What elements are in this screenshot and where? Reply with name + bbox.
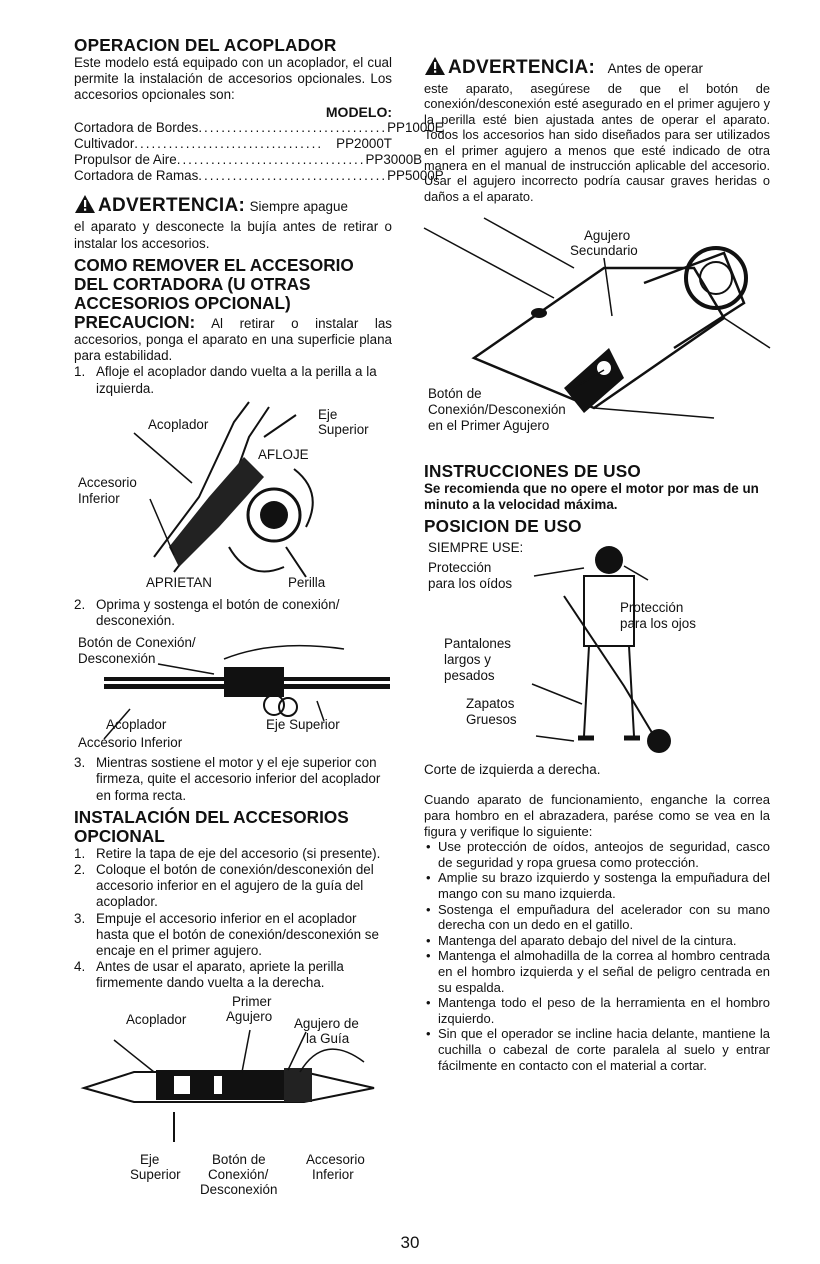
warning-triangle-icon (424, 56, 446, 81)
label-acoplador: Acoplador (106, 717, 167, 733)
label-primer: Primer (232, 993, 272, 1009)
list-item: • Use protección de oídos, anteojos de seguridad, casco de seguridad y ropa gruesa como protección. (424, 839, 770, 870)
label-largos: largos y (444, 652, 491, 668)
warning-block-2 (424, 56, 770, 204)
label-inferior: Inferior (312, 1166, 354, 1182)
coupler-install-figure (74, 992, 392, 1152)
right-column (424, 36, 770, 1073)
cut-direction-text: Corte de izquierda a derecha. (424, 762, 601, 778)
remove-steps-3 (74, 755, 392, 804)
label-boton: Botón de Conexión/ (78, 635, 196, 651)
list-item: • Amplie su brazo izquierdo y sostenga la empuñadura del mango con su mano izquierda. (424, 870, 770, 901)
list-item: • Sostenga el empuñadura del acelerador con su mano derecha con un dedo en el gatillo. (424, 902, 770, 933)
label-ojos: para los ojos (620, 616, 696, 632)
model-row: Propulsor de Aire ................................. PP3000B (74, 152, 423, 168)
label-proteccion: Protección (620, 600, 684, 616)
remove-accessory-heading: COMO REMOVER EL ACCESORIO DEL CORTADORA (U OTRAS ACCESORIOS OPCIONAL) (74, 254, 354, 313)
coupler-release-figure (74, 629, 392, 749)
label-eje: Eje (318, 406, 338, 422)
label-agujero: Agujero (584, 228, 631, 244)
usage-recommendation: Se recomienda que no opere el motor por mas de un minuto a la velocidad máxima. (424, 481, 759, 513)
label-oidos: para los oídos (428, 576, 513, 592)
warning-text: el aparato y desconecte la bujía antes de retirar o instalar los accesorios. (74, 219, 392, 251)
label-acoplador: Acoplador (148, 416, 209, 432)
left-column (74, 35, 444, 1202)
label-pesados: pesados (444, 668, 495, 684)
label-perilla: Perilla (288, 574, 326, 590)
install-steps (74, 846, 392, 992)
label-zapatos: Zapatos (466, 696, 515, 712)
label-accesorio-inferior: Accesorio Inferior (78, 735, 183, 751)
list-item: • Mantenga todo el peso de la herramienta en el hombro izquierdo. (424, 995, 770, 1026)
label-la-guia: la Guía (306, 1030, 350, 1046)
label-afloje: AFLOJE (258, 446, 309, 462)
coupler-intro-text: Este modelo está equipado con un acoplador, el cual permite la instalación de accesorios opcionales. Los accesorios opcionales son: (74, 55, 392, 103)
label-aprietan: APRIETAN (146, 574, 212, 590)
list-item: • Mantenga el almohadilla de la correa al hombro centrada en el hombro izquierda y el señal de peligro centrada en su espalda. (424, 948, 770, 995)
coupler-hole-figure (424, 208, 770, 444)
label-primer-agujero: en el Primer Agujero (428, 418, 550, 434)
label-boton-de: Botón de (428, 386, 482, 402)
label-agujero: Agujero (226, 1008, 273, 1024)
label-conexion-desconexion: Conexión/Desconexión (428, 402, 566, 418)
install-accessory-heading: INSTALACIÓN DEL ACCESORIOS OPCIONAL (74, 806, 349, 846)
warning-triangle-icon (74, 194, 96, 219)
page-number: 30 (400, 1233, 420, 1252)
label-desconexion: Desconexión (78, 651, 156, 667)
warning-tail: Antes de operar (607, 61, 703, 76)
model-list (74, 119, 444, 185)
caution-paragraph (74, 313, 392, 365)
label-superior: Superior (130, 1166, 181, 1182)
remove-steps-1 (74, 364, 392, 396)
label-acoplador: Acoplador (126, 1011, 187, 1027)
label-secundario: Secundario (570, 243, 638, 259)
label-gruesos: Gruesos (466, 712, 517, 728)
usage-intro-text: Cuando aparato de funcionamiento, enganche la correa para hombro en el abrazadera, parése como se vea en la figura y verifique lo siguiente: (424, 792, 770, 839)
warning-label: ADVERTENCIA: (448, 57, 596, 78)
label-desconexion: Desconexión (200, 1181, 278, 1197)
label-inferior: Inferior (78, 490, 120, 506)
model-row: Cultivador ................................. PP2000T (74, 135, 392, 151)
label-boton-de: Botón de (212, 1151, 266, 1167)
label-proteccion: Protección (428, 560, 492, 576)
model-row: Cortadora de Ramas ................................. PP5000P (74, 168, 444, 184)
step-item: 1. Retire la tapa de eje del accesorio (si presente). (74, 845, 381, 861)
step-item: 3. Mientras sostiene el motor y el eje superior con firmeza, quite el accesorio inferior del acoplador en forma recta. (74, 755, 381, 803)
list-item: • Mantenga del aparato debajo del nivel de la cintura. (424, 933, 770, 949)
label-eje: Eje (140, 1151, 160, 1167)
coupler-loosen-figure (74, 397, 392, 593)
coupler-operation-heading: OPERACION DEL ACOPLADOR (74, 35, 337, 55)
warning-text: este aparato, asegúrese de que el botón de conexión/desconexión esté asegurado en el primer agujero y la perilla esté bien ajustada antes de operar el aparato. Todos los accesorios han sido diseñados para ser utilizados en el primer agujero a menos que esté indicado de otra manera en el manual de instrucción aplicable del accesorio. Usar el agujero incorrecto podría causar graves heridas o daños a el aparato. (424, 81, 770, 204)
operating-position-heading: POSICION DE USO (424, 516, 582, 537)
step-item: 3. Empuje el accesorio inferior en el acoplador hasta que el botón de conexión/desconexión se encaje en el primer agujero. (74, 910, 379, 959)
model-row: Cortadora de Bordes ................................. PP1000E (74, 119, 444, 135)
step-item: 4. Antes de usar el aparato, apriete la perilla firmemente dando vuelta a la derecha. (74, 959, 344, 991)
list-item: • Sin que el operador se incline hacia delante, mantiene la cuchilla o cabezal de corte paralela al suelo y entrar fácilmente en contacto con el material a cortar. (424, 1026, 770, 1073)
model-header: MODELO: (325, 103, 392, 120)
usage-checklist (424, 839, 770, 1073)
remove-steps-2 (74, 597, 392, 629)
caution-text: Al retirar o instalar las accesorios, ponga el aparato en una superficie plana para estabilidad. (74, 315, 392, 364)
step-item: 2. Oprima y sostenga el botón de conexión/ desconexión. (74, 596, 340, 629)
label-accesorio: Accesorio (78, 474, 137, 490)
label-superior: Superior (318, 421, 369, 437)
warning-label: ADVERTENCIA: (98, 195, 246, 217)
operator-position-figure (424, 536, 770, 758)
step-item: 2. Coloque el botón de conexión/desconexión del accesorio inferior en el agujero de la guía del acoplador. (74, 862, 374, 910)
warning-tail: Siempre apague (249, 199, 348, 215)
label-siempre-use: SIEMPRE USE: (428, 540, 524, 556)
label-conexion: Conexión/ (208, 1166, 269, 1182)
label-eje-superior: Eje Superior (266, 717, 340, 733)
label-agujero-de: Agujero de (294, 1015, 359, 1031)
label-accesorio: Accesorio (306, 1151, 365, 1167)
caution-label: PRECAUCION: (74, 311, 196, 332)
usage-instructions-heading: INSTRUCCIONES DE USO (424, 461, 641, 482)
coupler-install-labels (74, 1152, 392, 1202)
step-item: 1. Afloje el acoplador dando vuelta a la perilla a la izquierda. (74, 364, 377, 396)
warning-block-1 (74, 194, 392, 251)
label-pantalones: Pantalones (444, 636, 512, 652)
